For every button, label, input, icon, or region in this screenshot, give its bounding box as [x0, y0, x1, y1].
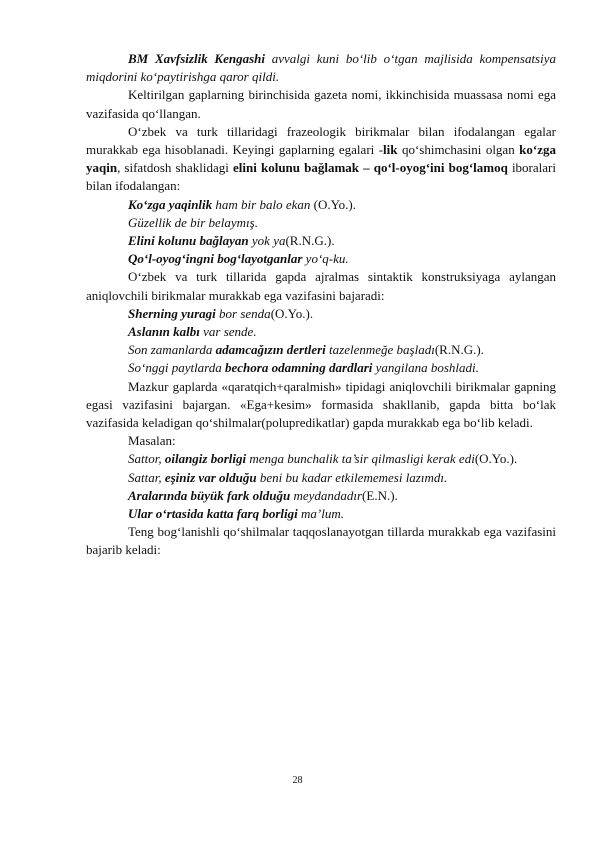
text-run: O‘zbek va turk tillarida gapda ajralmas sintaktik konstruksiyaga aylangan aniqlovchili birikmalar murakkab ega vazifasini bajaradi:: [86, 269, 556, 303]
text-run: Masalan:: [128, 433, 176, 449]
text-run: elini kolunu bağlamak – qo‘l-oyog‘ini bog‘lamoq: [233, 160, 508, 176]
text-run: meydandadır: [290, 487, 363, 503]
paragraph: [86, 450, 556, 468]
paragraph: [86, 123, 556, 196]
text-run: ma’lum.: [297, 506, 344, 522]
text-run: iboralari bilan ifodalangan:: [86, 160, 556, 194]
paragraph: [86, 487, 556, 505]
text-run: bor senda: [215, 305, 271, 321]
text-run: ko‘zga yaqin: [86, 142, 556, 176]
text-run: Sherning yuragi: [128, 305, 216, 321]
text-run: Aralarında büyük fark olduğu: [128, 487, 291, 503]
text-run: (O.Yo.).: [310, 196, 357, 212]
text-run: Sattor,: [128, 451, 165, 467]
text-run: avvalgi kuni bo‘lib o‘tgan majlisida kompensatsiya miqdorini ko‘paytirishga qaror qildi.: [86, 51, 556, 85]
document-body: [86, 50, 556, 560]
text-run: beni bu kadar etkilememesi lazımdı.: [256, 469, 448, 485]
text-run: menga bunchalik ta’sir qilmasligi kerak edi: [246, 451, 475, 467]
paragraph: [86, 378, 556, 433]
text-run: Ko‘zga yaqinlik: [128, 196, 213, 212]
text-run: ham bir balo ekan: [212, 196, 311, 212]
text-run: Qo‘l-oyog‘ingni bog‘layotganlar: [128, 251, 303, 267]
paragraph: [86, 323, 556, 341]
text-run: adamcağızın dertleri: [215, 342, 326, 358]
text-run: BM Xavfsizlik Kengashi: [128, 51, 265, 66]
text-run: Ular o‘rtasida katta farq borligi: [128, 506, 298, 522]
paragraph: [86, 250, 556, 268]
text-run: oilangiz borligi: [164, 451, 247, 467]
page-number: 28: [292, 775, 303, 786]
paragraph: [86, 341, 556, 359]
text-run: qo‘shimchasini olgan: [397, 142, 520, 158]
text-run: (R.N.G.).: [434, 342, 484, 358]
text-run: Son zamanlarda: [128, 342, 216, 358]
text-run: So‘nggi paytlarda: [128, 360, 226, 376]
paragraph: [86, 469, 556, 487]
paragraph: [86, 523, 556, 559]
text-run: Mazkur gaplarda «qaratqich+qaralmish» tipidagi aniqlovchili birikmalar gapning egasi vazifasini bajargan. «Ega+kesim» formasida shakllanib, gapda bitta bo‘lak vazifasida keladigan qo‘shilmalar(polupredikatlar) gapda murakkab ega bo‘lib keladi.: [86, 378, 556, 431]
text-run: Teng bog‘lanishli qo‘shilmalar taqqoslanayotgan tillarda murakkab ega vazifasini bajarib keladi:: [86, 524, 556, 558]
paragraph: [86, 232, 556, 250]
text-run: Keltirilgan gaplarning birinchisida gazeta nomi, ikkinchisida muassasa nomi ega vazifasida qo‘llangan.: [86, 87, 556, 121]
text-run: (E.N.).: [362, 487, 398, 503]
text-run: yangilana boshladi.: [372, 360, 479, 376]
paragraph: [86, 196, 556, 214]
text-run: eşiniz var olduğu: [164, 469, 257, 485]
text-run: tazelenmeğe başladı: [325, 342, 435, 358]
text-run: bechora odamning dardlari: [225, 360, 373, 376]
text-run: yok ya: [248, 233, 286, 249]
text-run: (O.Yo.).: [270, 305, 314, 321]
paragraph: [86, 505, 556, 523]
text-run: Güzellik de bir belaymış.: [128, 214, 258, 230]
text-run: yo‘q-ku.: [302, 251, 349, 267]
text-run: , sifatdosh shaklidagi: [117, 160, 234, 176]
paragraph: [86, 359, 556, 377]
text-run: Elini kolunu bağlayan: [128, 233, 249, 249]
text-run: var sende.: [199, 324, 257, 340]
paragraph: [86, 50, 556, 86]
text-run: (O.Yo.).: [474, 451, 518, 467]
text-run: Sattar,: [128, 469, 165, 485]
paragraph: [86, 268, 556, 304]
text-run: Aslanın kalbı: [128, 324, 200, 340]
text-run: lik: [383, 142, 398, 158]
paragraph: [86, 432, 556, 450]
text-run: (R.N.G.).: [285, 233, 335, 249]
paragraph: [86, 86, 556, 122]
text-run: O‘zbek va turk tillaridagi frazeologik birikmalar bilan ifodalangan egalar murakkab ega hisoblanadi. Keyingi gaplarning egalari -: [86, 123, 556, 158]
paragraph: [86, 214, 556, 232]
paragraph: [86, 305, 556, 323]
